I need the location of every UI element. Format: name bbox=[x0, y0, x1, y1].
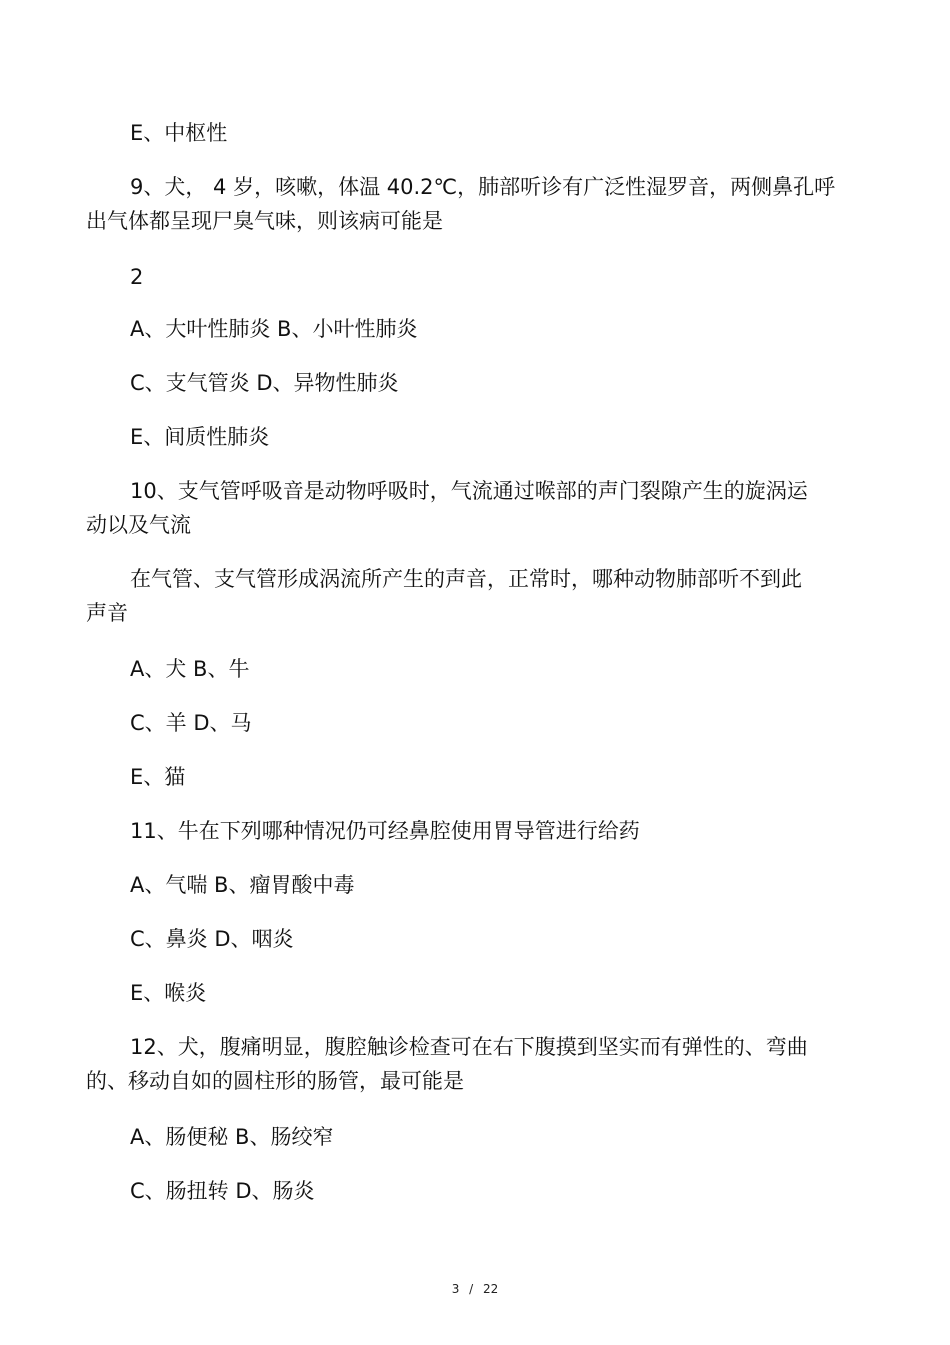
question-line: 在气管、支气管形成涡流所产生的声音，正常时，哪种动物肺部听不到此 bbox=[130, 567, 802, 591]
current-page: 3 bbox=[451, 1282, 460, 1296]
question-line: 10、支气管呼吸音是动物呼吸时，气流通过喉部的声门裂隙产生的旋涡运 bbox=[130, 479, 808, 503]
option-line: C、羊 D、马 bbox=[130, 711, 252, 735]
text-line: 2 bbox=[130, 265, 144, 289]
option-line: C、支气管炎 D、异物性肺炎 bbox=[130, 371, 399, 395]
question-line: 11、牛在下列哪种情况仍可经鼻腔使用胃导管进行给药 bbox=[130, 819, 640, 843]
question-continuation: 出气体都呈现尸臭气味，则该病可能是 bbox=[86, 209, 443, 233]
question-continuation: 声音 bbox=[86, 601, 128, 625]
option-line: E、间质性肺炎 bbox=[130, 425, 270, 449]
option-line: E、中枢性 bbox=[130, 121, 228, 145]
question-continuation: 的、移动自如的圆柱形的肠管，最可能是 bbox=[86, 1069, 464, 1093]
total-pages: 22 bbox=[483, 1282, 499, 1296]
question-continuation: 动以及气流 bbox=[86, 513, 191, 537]
question-line: 12、犬，腹痛明显，腹腔触诊检查可在右下腹摸到坚实而有弹性的、弯曲 bbox=[130, 1035, 808, 1059]
option-line: A、犬 B、牛 bbox=[130, 657, 250, 681]
option-line: C、鼻炎 D、咽炎 bbox=[130, 927, 294, 951]
question-line: 9、犬， 4 岁，咳嗽，体温 40.2℃，肺部听诊有广泛性湿罗音，两侧鼻孔呼 bbox=[130, 175, 836, 199]
option-line: C、肠扭转 D、肠炎 bbox=[130, 1179, 315, 1203]
option-line: A、肠便秘 B、肠绞窄 bbox=[130, 1125, 334, 1149]
option-line: A、气喘 B、瘤胃酸中毒 bbox=[130, 873, 355, 897]
option-line: A、大叶性肺炎 B、小叶性肺炎 bbox=[130, 317, 418, 341]
page-number bbox=[0, 1281, 950, 1297]
option-line: E、喉炎 bbox=[130, 981, 207, 1005]
option-line: E、猫 bbox=[130, 765, 186, 789]
page-separator: / bbox=[469, 1282, 474, 1296]
